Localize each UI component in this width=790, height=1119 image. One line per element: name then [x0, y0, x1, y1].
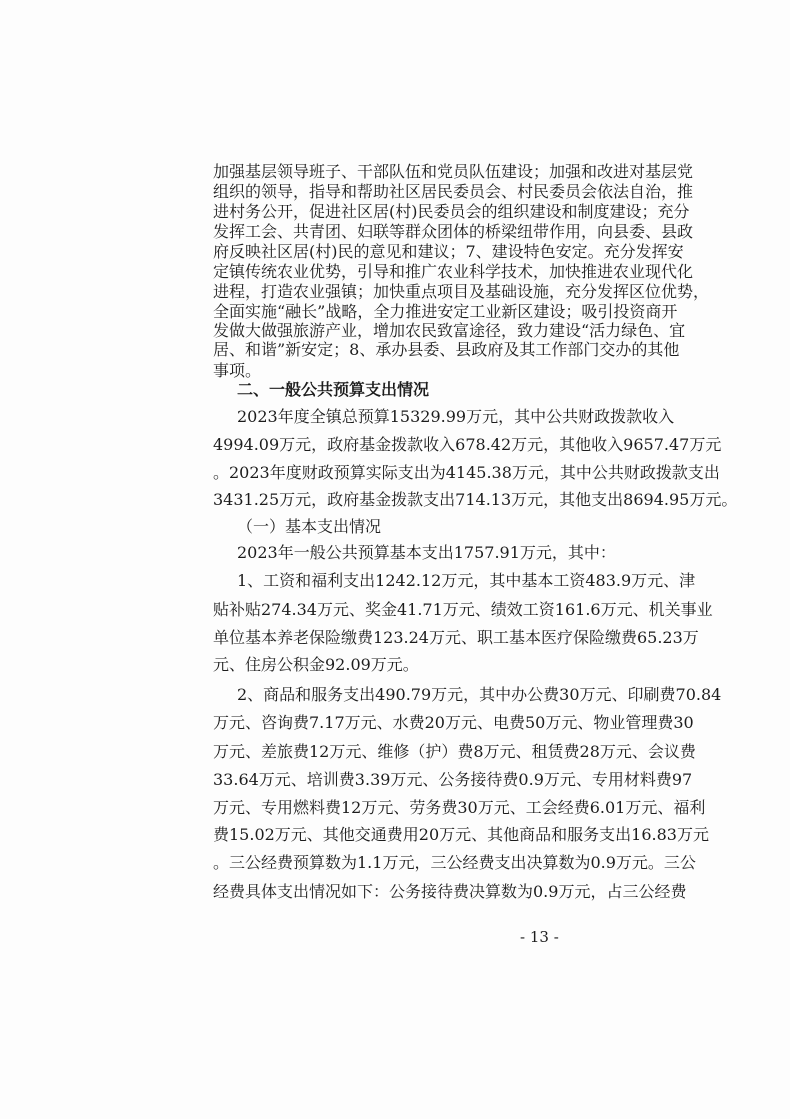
- text-line: 府反映社区居(村)民的意见和建议；7、建设特色安定。充分发挥安: [213, 242, 684, 261]
- text-line: 4994.09万元，政府基金拨款收入678.42万元，其他收入9657.47万元: [213, 435, 722, 454]
- text-line: 3431.25万元，政府基金拨款支出714.13万元，其他支出8694.95万元。: [213, 490, 738, 509]
- page-number: - 13 -: [520, 928, 559, 946]
- text-line: 2023年一般公共预算基本支出1757.91万元，其中：: [237, 543, 616, 562]
- section-heading: 二、一般公共预算支出情况: [237, 380, 430, 399]
- text-line: 事项。: [213, 361, 262, 380]
- subsection-heading: （一）基本支出情况: [237, 517, 382, 536]
- text-line: 组织的领导，指导和帮助社区居民委员会、村民委员会依法自治，推: [213, 182, 694, 201]
- text-line: 贴补贴274.34万元、奖金41.71万元、绩效工资161.6万元、机关事业: [213, 600, 713, 619]
- text-line: 定镇传统农业优势，引导和推广农业科学技术，加快推进农业现代化: [213, 262, 694, 281]
- text-line: 2、商品和服务支出490.79万元，其中办公费30万元、印刷费70.84: [237, 685, 722, 704]
- text-line: 居、和谐”新安定；8、承办县委、县政府及其工作部门交办的其他: [213, 340, 680, 359]
- text-line: 进村务公开，促进社区居(村)民委员会的组织建设和制度建设；充分: [213, 202, 690, 221]
- text-line: 2023年度全镇总预算15329.99万元，其中公共财政拨款收入: [237, 407, 675, 426]
- text-line: 1、工资和福利支出1242.12万元，其中基本工资483.9万元、津: [237, 571, 696, 590]
- text-line: 经费具体支出情况如下：公务接待费决算数为0.9万元，占三公经费: [213, 882, 687, 901]
- text-line: 万元、专用燃料费12万元、劳务费30万元、工会经费6.01万元、福利: [213, 798, 706, 817]
- text-line: 33.64万元、培训费3.39万元、公务接待费0.9万元、专用材料费97: [213, 770, 693, 789]
- text-line: 万元、咨询费7.17万元、水费20万元、电费50万元、物业管理费30: [213, 713, 694, 732]
- text-line: 单位基本养老保险缴费123.24万元、职工基本医疗保险缴费65.23万: [213, 628, 699, 647]
- text-line: 万元、差旅费12万元、维修（护）费8万元、租赁费28万元、会议费: [213, 742, 696, 761]
- text-line: 元、住房公积金92.09万元。: [213, 655, 419, 674]
- text-line: 加强基层领导班子、干部队伍和党员队伍建设；加强和改进对基层党: [213, 162, 694, 181]
- text-line: 发做大做强旅游产业，增加农民致富途径，致力建设“活力绿色、宜: [213, 321, 686, 340]
- text-line: 进程，打造农业强镇；加快重点项目及基础设施，充分发挥区位优势，: [213, 282, 710, 301]
- text-line: 全面实施“融长”战略，全力推进安定工业新区建设；吸引投资商开: [213, 302, 678, 321]
- text-line: 。2023年度财政预算实际支出为4145.38万元，其中公共财政拨款支出: [213, 463, 720, 482]
- text-line: 。三公经费预算数为1.1万元，三公经费支出决算数为0.9万元。三公: [213, 853, 696, 872]
- text-line: 发挥工会、共青团、妇联等群众团体的桥梁纽带作用，向县委、县政: [213, 222, 694, 241]
- text-line: 费15.02万元、其他交通费用20万元、其他商品和服务支出16.83万元: [213, 825, 709, 844]
